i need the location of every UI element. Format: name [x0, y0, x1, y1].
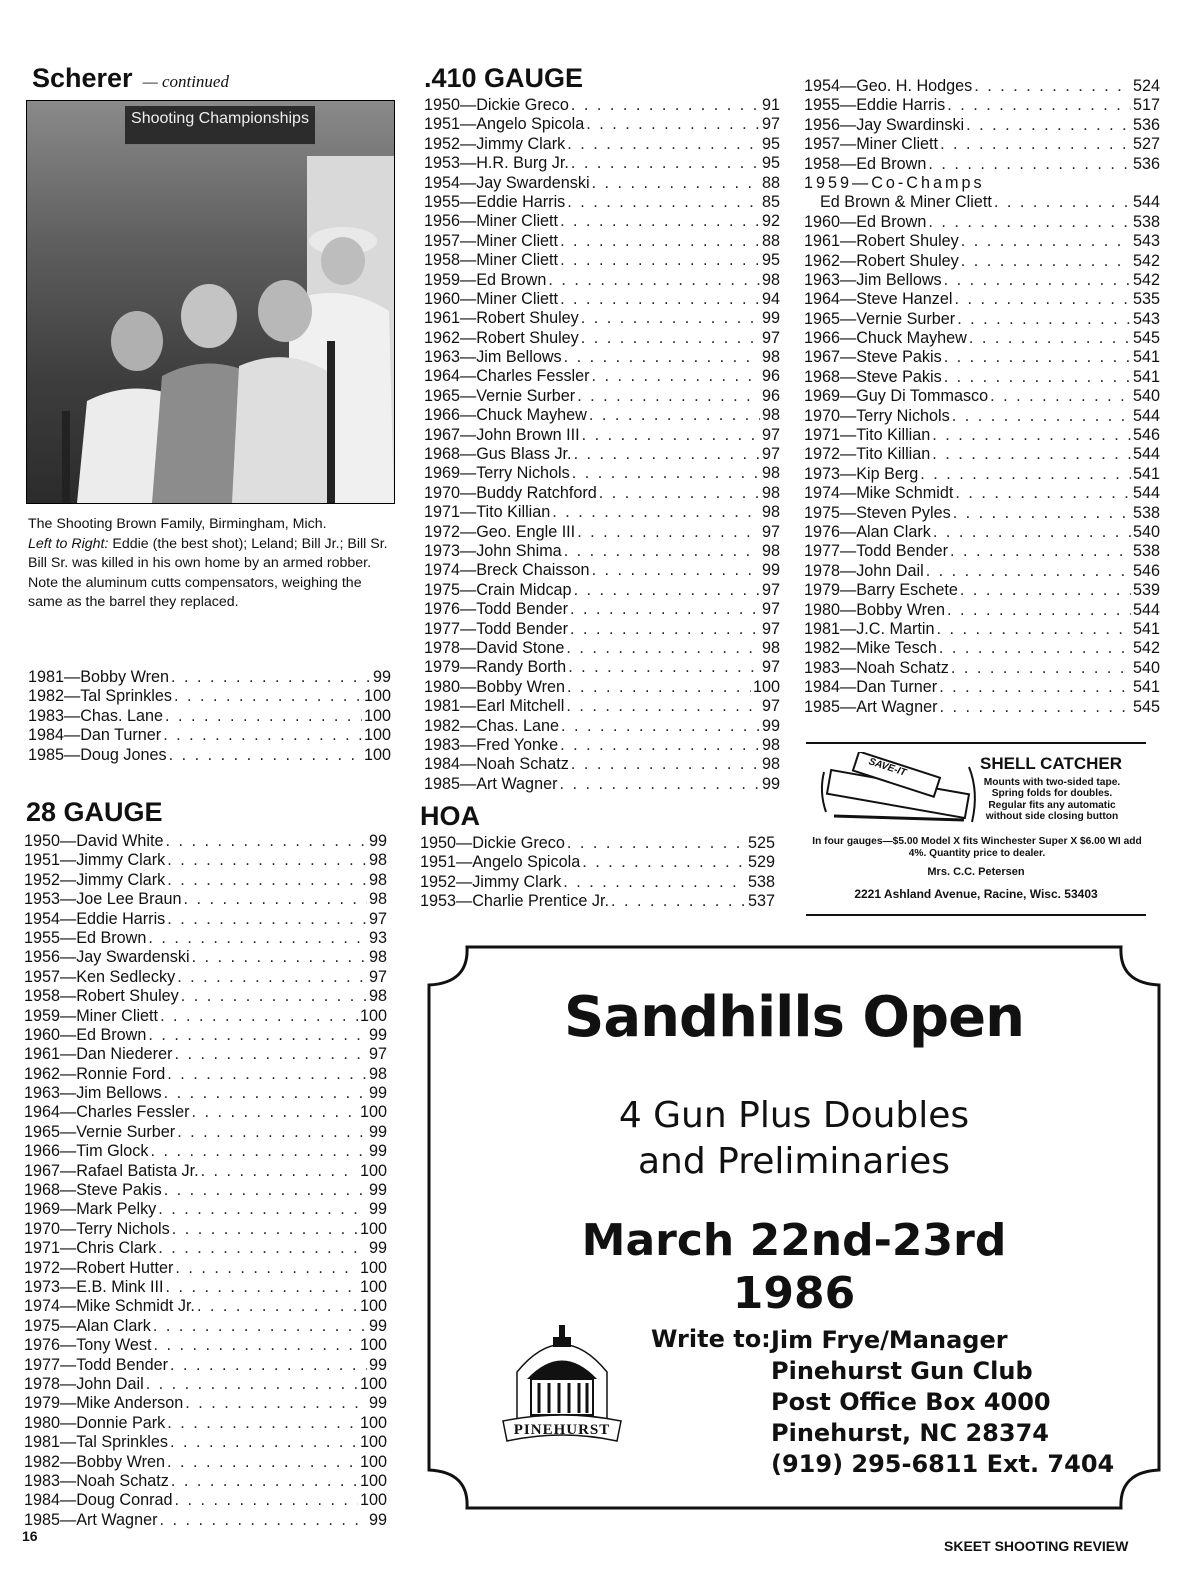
list-item: 1985—Art Wagner . . . 99 — [24, 1511, 387, 1530]
list-item: 1967—Steve Pakis . . . 541 — [804, 348, 1160, 367]
list-item: 1964—Steve Hanzel . . . 535 — [804, 290, 1160, 309]
list-item: 1972—Geo. Engle III . . . 97 — [424, 523, 780, 542]
sandhills-date: March 22nd-23rd — [581, 1215, 1007, 1266]
list-item: 1973—E.B. Mink III . . . 100 — [24, 1278, 387, 1297]
list-item: 1979—Barry Eschete . . . 539 — [804, 581, 1160, 600]
tube-label: SAVE-IT — [867, 756, 908, 779]
contact-phone: (919) 295-6811 Ext. 7404 — [771, 1450, 1115, 1478]
list-item: 1970—Terry Nichols . . . 100 — [24, 1220, 387, 1239]
list-item: 1954—Jay Swardenski . . . 88 — [424, 174, 780, 193]
list-item: 1974—Breck Chaisson . . . 99 — [424, 561, 780, 580]
brown-family-photo — [26, 100, 395, 504]
list-item: 1953—Joe Lee Braun . . . 98 — [24, 890, 387, 909]
list-item: 1966—Chuck Mayhew . . . 98 — [424, 406, 780, 425]
contact-city: Pinehurst, NC 28374 — [771, 1419, 1049, 1447]
list-item: 1981—Bobby Wren . . . 99 — [28, 668, 391, 687]
list-item: 1968—Steve Pakis . . . 99 — [24, 1181, 387, 1200]
contact-block — [771, 1325, 1114, 1480]
list-item: 1977—Todd Bender . . . 97 — [424, 620, 780, 639]
list-item: 1952—Jimmy Clark . . . 95 — [424, 135, 780, 154]
sandhills-line2: and Preliminaries — [637, 1141, 951, 1182]
publication-name: SKEET SHOOTING REVIEW — [944, 1538, 1129, 1554]
write-to-label: Write to: — [651, 1325, 771, 1353]
photo-banner: Shooting Championships — [125, 106, 315, 145]
list-item: 1983—Noah Schatz . . . 540 — [804, 659, 1160, 678]
list-item: 1978—David Stone . . . 98 — [424, 639, 780, 658]
list-item: 1966—Chuck Mayhew . . . 545 — [804, 329, 1160, 348]
scherer-results-list — [28, 668, 391, 765]
hoa-results-list-part1 — [420, 834, 775, 912]
list-item: 1973—John Shima . . . 98 — [424, 542, 780, 561]
list-item: 1954—Eddie Harris . . . 97 — [24, 910, 387, 929]
list-item: 1951—Angelo Spicola . . . 97 — [424, 115, 780, 134]
list-item: 1956—Miner Cliett . . . 92 — [424, 212, 780, 231]
list-item: 1963—Jim Bellows . . . 99 — [24, 1084, 387, 1103]
shell-catcher-illustration — [814, 752, 984, 834]
list-item: 1979—Mike Anderson . . . 99 — [24, 1394, 387, 1413]
list-item: 1978—John Dail . . . 546 — [804, 562, 1160, 581]
list-item: 1960—Miner Cliett . . . 94 — [424, 290, 780, 309]
shell-catcher-title: SHELL CATCHER — [980, 754, 1122, 773]
list-item: 1983—Fred Yonke . . . 98 — [424, 736, 780, 755]
list-item: 1967—John Brown III . . . 97 — [424, 426, 780, 445]
shell-catcher-desc: Mounts with two-sided tape. Spring folds for doubles. Regular fits any automatic without side closing button — [983, 777, 1121, 822]
scherer-title: Scherer — [32, 63, 133, 93]
list-item: 1971—Chris Clark . . . 99 — [24, 1239, 387, 1258]
list-item: 1957—Miner Cliett . . . 88 — [424, 232, 780, 251]
sandhills-title: Sandhills Open — [564, 985, 1024, 1050]
list-item: 1968—Gus Blass Jr. . . . 97 — [424, 445, 780, 464]
list-item: 1965—Vernie Surber . . . 99 — [24, 1123, 387, 1142]
list-item: 1976—Todd Bender . . . 97 — [424, 600, 780, 619]
shell-catcher-contact: Mrs. C.C. Petersen — [927, 866, 1025, 878]
list-item: 1980—Bobby Wren . . . 544 — [804, 601, 1160, 620]
list-item: 1968—Steve Pakis . . . 541 — [804, 368, 1160, 387]
list-item: 1970—Terry Nichols . . . 544 — [804, 407, 1160, 426]
gauge28-results-list — [24, 832, 387, 1530]
list-item: 1958—Robert Shuley . . . 98 — [24, 987, 387, 1006]
list-item: 1982—Chas. Lane . . . 99 — [424, 717, 780, 736]
list-item: 1950—Dickie Greco . . . 91 — [424, 96, 780, 115]
list-item: 1963—Jim Bellows . . . 542 — [804, 271, 1160, 290]
sandhills-year: 1986 — [732, 1268, 856, 1319]
list-item: 1985—Doug Jones . . . 100 — [28, 746, 391, 765]
list-item: 1971—Tito Killian . . . 546 — [804, 426, 1160, 445]
sandhills-open-ad — [427, 945, 1161, 1510]
list-item: 1963—Jim Bellows . . . 98 — [424, 348, 780, 367]
list-item: 1980—Donnie Park . . . 100 — [24, 1414, 387, 1433]
list-item: 1972—Tito Killian . . . 544 — [804, 445, 1160, 464]
hoa-results-list-part2 — [804, 77, 1160, 717]
hoa-heading: HOA — [420, 801, 480, 831]
gauge410-results-list — [424, 96, 780, 794]
list-item: 1957—Miner Cliett . . . 527 — [804, 135, 1160, 154]
caption-rest: Eddie (the best shot); Leland; Bill Jr.; Bill Sr. Bill Sr. was killed in his own home by an armed robber. Note the aluminum cutts compensators, weighing the same as the barrel they replaced. — [28, 535, 388, 610]
list-item: 1983—Chas. Lane . . . 100 — [28, 707, 391, 726]
list-item: 1955—Ed Brown . . . 93 — [24, 929, 387, 948]
list-item: 1965—Vernie Surber . . . 543 — [804, 310, 1160, 329]
list-item: 1959—Ed Brown . . . 98 — [424, 271, 780, 290]
sandhills-line1: 4 Gun Plus Doubles — [618, 1095, 970, 1136]
list-item: 1984—Dan Turner . . . 541 — [804, 678, 1160, 697]
contact-manager: Jim Frye/Manager — [771, 1326, 1008, 1354]
list-item: 1958—Miner Cliett . . . 95 — [424, 251, 780, 270]
list-item: 1950—Dickie Greco . . . 525 — [420, 834, 775, 853]
list-item: 1956—Jay Swardinski . . . 536 — [804, 116, 1160, 135]
list-item: 1950—David White . . . 99 — [24, 832, 387, 851]
list-item: 1976—Alan Clark . . . 540 — [804, 523, 1160, 542]
page-number: 16 — [22, 1528, 38, 1544]
family-figures-illustration — [27, 101, 394, 503]
list-item: 1965—Vernie Surber . . . 96 — [424, 387, 780, 406]
list-item: 1972—Robert Hutter . . . 100 — [24, 1259, 387, 1278]
list-item: 1955—Eddie Harris . . . 517 — [804, 96, 1160, 115]
list-item: 1959—Miner Cliett . . . 100 — [24, 1007, 387, 1026]
list-item: 1971—Tito Killian . . . 98 — [424, 503, 780, 522]
list-item: 1955—Eddie Harris . . . 85 — [424, 193, 780, 212]
shell-catcher-pricing: In four gauges—$5.00 Model X fits Winchester Super X $6.00 WI add 4%. Quantity price to dealer. — [812, 836, 1142, 859]
shell-catcher-address: 2221 Ashland Avenue, Racine, Wisc. 53403 — [854, 887, 1098, 901]
list-item: 1974—Mike Schmidt Jr. . . . 100 — [24, 1297, 387, 1316]
list-item: 1982—Bobby Wren . . . 100 — [24, 1453, 387, 1472]
list-item: 1982—Mike Tesch . . . 542 — [804, 639, 1160, 658]
pinehurst-logo-text: PINEHURST — [513, 1422, 611, 1438]
scherer-heading — [32, 63, 229, 97]
caption-line1: The Shooting Brown Family, Birmingham, Mich. — [28, 516, 327, 532]
list-item: 1969—Guy Di Tommasco . . . 540 — [804, 387, 1160, 406]
list-item: 1953—H.R. Burg Jr. . . . 95 — [424, 154, 780, 173]
list-item: 1961—Dan Niederer . . . 97 — [24, 1045, 387, 1064]
list-item: 1967—Rafael Batista Jr. . . . 100 — [24, 1162, 387, 1181]
list-item: 1958—Ed Brown . . . 536 — [804, 155, 1160, 174]
gauge28-heading: 28 GAUGE — [26, 797, 163, 827]
list-item: 1957—Ken Sedlecky . . . 97 — [24, 968, 387, 987]
list-item: 1979—Randy Borth . . . 97 — [424, 658, 780, 677]
list-item: 1951—Angelo Spicola . . . 529 — [420, 853, 775, 872]
list-item: 1974—Mike Schmidt . . . 544 — [804, 484, 1160, 503]
list-item: 1970—Buddy Ratchford . . . 98 — [424, 484, 780, 503]
list-item: 1952—Jimmy Clark . . . 538 — [420, 873, 775, 892]
shell-catcher-ad — [806, 742, 1146, 916]
list-item: 1964—Charles Fessler . . . 96 — [424, 367, 780, 386]
list-item: 1985—Art Wagner . . . 99 — [424, 775, 780, 794]
list-item: 1973—Kip Berg . . . 541 — [804, 465, 1160, 484]
list-item: 1962—Robert Shuley . . . 542 — [804, 252, 1160, 271]
list-item: 1962—Ronnie Ford . . . 98 — [24, 1065, 387, 1084]
list-item: 1969—Mark Pelky . . . 99 — [24, 1200, 387, 1219]
list-item: 1975—Crain Midcap . . . 97 — [424, 581, 780, 600]
list-item: 1975—Steven Pyles . . . 538 — [804, 504, 1160, 523]
list-item: 1977—Todd Bender . . . 99 — [24, 1356, 387, 1375]
contact-po-box: Post Office Box 4000 — [771, 1388, 1051, 1416]
list-item: Ed Brown & Miner Cliett . . . 544 — [804, 193, 1160, 212]
list-item: 1981—Tal Sprinkles . . . 100 — [24, 1433, 387, 1452]
photo-caption — [28, 515, 398, 613]
list-item: 1975—Alan Clark . . . 99 — [24, 1317, 387, 1336]
list-item: 1964—Charles Fessler . . . 100 — [24, 1103, 387, 1122]
list-item: 1981—Earl Mitchell . . . 97 — [424, 697, 780, 716]
contact-club: Pinehurst Gun Club — [771, 1357, 1033, 1385]
list-item: 1980—Bobby Wren . . . 100 — [424, 678, 780, 697]
cochamps-label: 1959—Co-Champs — [804, 173, 985, 192]
list-item: 1953—Charlie Prentice Jr. . . . 537 — [420, 892, 775, 911]
list-item: 1981—J.C. Martin . . . 541 — [804, 620, 1160, 639]
list-item: 1954—Geo. H. Hodges . . . 524 — [804, 77, 1160, 96]
list-item: 1966—Tim Glock . . . 99 — [24, 1142, 387, 1161]
list-item: 1984—Dan Turner . . . 100 — [28, 726, 391, 745]
list-item: 1984—Doug Conrad . . . 100 — [24, 1491, 387, 1510]
list-item: 1956—Jay Swardenski . . . 98 — [24, 948, 387, 967]
gauge410-heading: .410 GAUGE — [424, 63, 584, 93]
list-item: 1960—Ed Brown . . . 538 — [804, 213, 1160, 232]
list-item: 1969—Terry Nichols . . . 98 — [424, 464, 780, 483]
list-item: 1985—Art Wagner . . . 545 — [804, 698, 1160, 717]
list-item: 1978—John Dail . . . 100 — [24, 1375, 387, 1394]
continued-label: — continued — [142, 72, 229, 91]
list-item: 1982—Tal Sprinkles . . . 100 — [28, 687, 391, 706]
list-item: 1976—Tony West . . . 100 — [24, 1336, 387, 1355]
list-item: 1961—Robert Shuley . . . 543 — [804, 232, 1160, 251]
list-item: 1952—Jimmy Clark . . . 98 — [24, 871, 387, 890]
caption-left-to-right: Left to Right: — [28, 535, 109, 552]
list-item: 1960—Ed Brown . . . 99 — [24, 1026, 387, 1045]
list-item: 1962—Robert Shuley . . . 97 — [424, 329, 780, 348]
list-item: 1984—Noah Schatz . . . 98 — [424, 755, 780, 774]
list-item: 1977—Todd Bender . . . 538 — [804, 542, 1160, 561]
list-item: 1951—Jimmy Clark . . . 98 — [24, 851, 387, 870]
list-item: 1961—Robert Shuley . . . 99 — [424, 309, 780, 328]
list-item: 1983—Noah Schatz . . . 100 — [24, 1472, 387, 1491]
